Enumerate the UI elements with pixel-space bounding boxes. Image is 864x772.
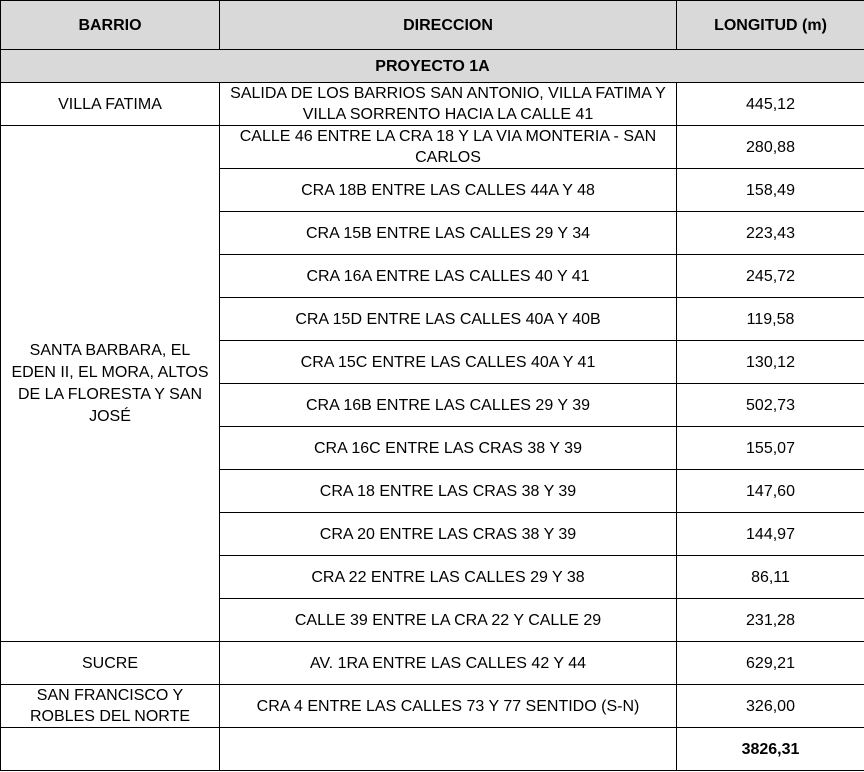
total-row bbox=[1, 728, 864, 771]
longitud-cell: 147,60 bbox=[677, 470, 864, 513]
total-empty-cell bbox=[1, 728, 220, 771]
longitud-cell: 326,00 bbox=[677, 685, 864, 728]
barrio-cell: VILLA FATIMA bbox=[1, 83, 220, 126]
table-row bbox=[1, 642, 864, 685]
direccion-cell: AV. 1RA ENTRE LAS CALLES 42 Y 44 bbox=[220, 642, 677, 685]
total-empty-cell bbox=[220, 728, 677, 771]
direccion-cell: CRA 15C ENTRE LAS CALLES 40A Y 41 bbox=[220, 341, 677, 384]
direccion-cell: CALLE 39 ENTRE LA CRA 22 Y CALLE 29 bbox=[220, 599, 677, 642]
direccion-cell: CRA 22 ENTRE LAS CALLES 29 Y 38 bbox=[220, 556, 677, 599]
direccion-cell: CRA 4 ENTRE LAS CALLES 73 Y 77 SENTIDO (S-N) bbox=[220, 685, 677, 728]
longitud-cell: 223,43 bbox=[677, 212, 864, 255]
header-longitud: LONGITUD (m) bbox=[677, 1, 864, 50]
direccion-cell: CRA 15B ENTRE LAS CALLES 29 Y 34 bbox=[220, 212, 677, 255]
table-row bbox=[1, 685, 864, 728]
longitud-cell: 629,21 bbox=[677, 642, 864, 685]
longitud-cell: 245,72 bbox=[677, 255, 864, 298]
direccion-cell: CRA 20 ENTRE LAS CRAS 38 Y 39 bbox=[220, 513, 677, 556]
longitud-cell: 130,12 bbox=[677, 341, 864, 384]
longitud-cell: 155,07 bbox=[677, 427, 864, 470]
longitud-cell: 119,58 bbox=[677, 298, 864, 341]
longitud-cell: 445,12 bbox=[677, 83, 864, 126]
direccion-cell: CALLE 46 ENTRE LA CRA 18 Y LA VIA MONTERIA - SAN CARLOS bbox=[220, 126, 677, 169]
barrio-cell: SAN FRANCISCO Y ROBLES DEL NORTE bbox=[1, 685, 220, 728]
header-barrio: BARRIO bbox=[1, 1, 220, 50]
barrio-cell: SANTA BARBARA, EL EDEN II, EL MORA, ALTOS DE LA FLORESTA Y SAN JOSÉ bbox=[1, 126, 220, 642]
longitud-cell: 502,73 bbox=[677, 384, 864, 427]
section-title: PROYECTO 1A bbox=[1, 50, 864, 83]
total-value: 3826,31 bbox=[677, 728, 864, 771]
header-direccion: DIRECCION bbox=[220, 1, 677, 50]
section-row bbox=[1, 50, 864, 83]
longitud-cell: 86,11 bbox=[677, 556, 864, 599]
direccion-cell: SALIDA DE LOS BARRIOS SAN ANTONIO, VILLA FATIMA Y VILLA SORRENTO HACIA LA CALLE 41 bbox=[220, 83, 677, 126]
table-row bbox=[1, 83, 864, 126]
header-row bbox=[1, 1, 864, 50]
direccion-cell: CRA 18 ENTRE LAS CRAS 38 Y 39 bbox=[220, 470, 677, 513]
direccion-cell: CRA 16B ENTRE LAS CALLES 29 Y 39 bbox=[220, 384, 677, 427]
longitud-cell: 158,49 bbox=[677, 169, 864, 212]
barrio-cell: SUCRE bbox=[1, 642, 220, 685]
longitud-cell: 280,88 bbox=[677, 126, 864, 169]
direccion-cell: CRA 16A ENTRE LAS CALLES 40 Y 41 bbox=[220, 255, 677, 298]
table-row bbox=[1, 126, 864, 169]
longitud-cell: 231,28 bbox=[677, 599, 864, 642]
direccion-cell: CRA 15D ENTRE LAS CALLES 40A Y 40B bbox=[220, 298, 677, 341]
longitud-cell: 144,97 bbox=[677, 513, 864, 556]
direccion-cell: CRA 16C ENTRE LAS CRAS 38 Y 39 bbox=[220, 427, 677, 470]
direccion-cell: CRA 18B ENTRE LAS CALLES 44A Y 48 bbox=[220, 169, 677, 212]
